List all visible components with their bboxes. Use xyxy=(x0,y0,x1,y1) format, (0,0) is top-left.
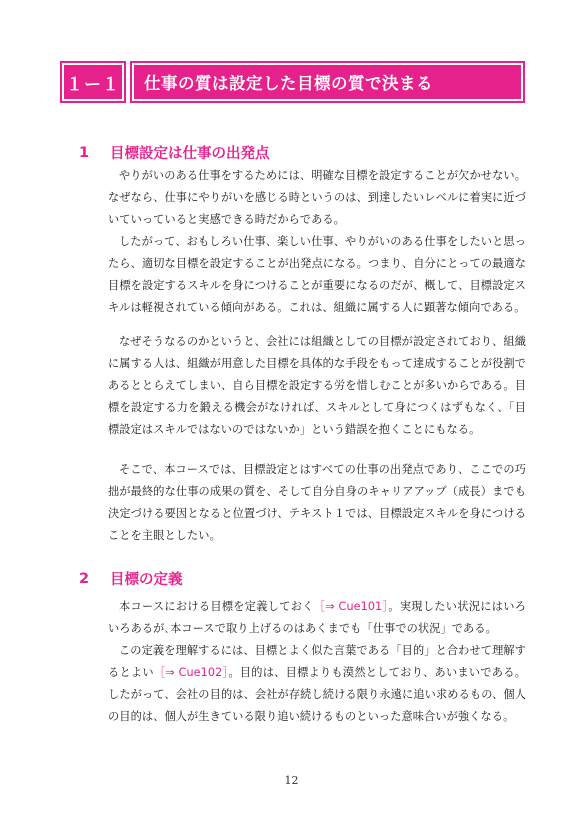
section-1-paragraph-3: なぜそうなるのかというと、会社には組織としての目標が設定されており、組織に属する人は、組織が用意した目標を具体的な手段をもって達成することが役割であるととらえてしまい、自ら目標を設定する労を惜しむことが多いからである。目標を設定する力を鍛える機会がなければ、スキルとして身につくはずもなく、「目標設定はスキルではないのではないか」という錯誤を抱くことにもなる。 xyxy=(108,335,526,436)
cue102-reference: ［⇒ Cue102］ xyxy=(153,666,229,679)
section-1-paragraph-2: したがって、おもしろい仕事、楽しい仕事、やりがいのある仕事をしたいと思ったら、適切な目標を設定することが出発点になる。つまり、自分にとっての最適な目標を設定するスキルを身につけることが重要になるのだが、概して、目標設定スキルは軽視されている傾向がある。これは、組織に属する人に顕著な傾向である。 xyxy=(108,235,526,314)
section-2-paragraph-2 xyxy=(108,640,526,728)
chapter-title: 仕事の質は設定した目標の質で決まる xyxy=(144,74,433,93)
cue101-reference: ［⇒ Cue101］ xyxy=(313,600,389,613)
chapter-number: １ー１ xyxy=(66,74,120,95)
section-2-paragraph-1 xyxy=(108,596,526,640)
chapter-header xyxy=(60,61,525,103)
section-2-paragraph-1-text-b: 。実現したい状況にはいろいろあるが､本コースで取り上げるのはあくまでも「仕事での状況」である。 xyxy=(108,600,526,635)
section-2-paragraph-2-text-b: 。目的は、目標よりも漠然としており、あいまいである。したがって、会社の目的は、会社が存続し続ける限り永遠に追い求めるもの、個人の目的は、個人が生きている限り追い続けるものといった意味合いが強くなる。 xyxy=(108,666,526,723)
section-1-paragraph-1: やりがいのある仕事をするためには、明確な目標を設定することが欠かせない。なぜなら、仕事にやりがいを感じる時というのは、到達したいレベルに着実に近づいていっていると実感できる時だからである。 xyxy=(108,169,526,226)
section-1-paragraph-4: そこで、本コースでは、目標設定とはすべての仕事の出発点であり、ここでの巧拙が最終的な仕事の成果の質を、そして自分自身のキャリアアップ（成長）までも決定づける要因となると位置づけ、テキスト１では、目標設定スキルを身につけることを主眼としたい。 xyxy=(108,463,526,542)
section-1-title: 目標設定は仕事の出発点 xyxy=(110,146,270,162)
chapter-title-box xyxy=(130,61,525,103)
section-2-paragraph-2-text-a: この定義を理解するには、目標とよく似た言葉である「目的」と合わせて理解するとよい xyxy=(108,644,526,679)
section-2-paragraph-1-text-a: 本コースにおける目標を定義しておく xyxy=(119,600,314,613)
chapter-number-box xyxy=(60,61,126,103)
section-2-heading xyxy=(79,568,183,589)
page-number: 12 xyxy=(284,774,299,787)
section-1-heading xyxy=(79,142,270,163)
section-2-title: 目標の定義 xyxy=(110,572,183,588)
section-1-number: 1 xyxy=(79,144,90,161)
section-2-number: 2 xyxy=(79,570,90,587)
